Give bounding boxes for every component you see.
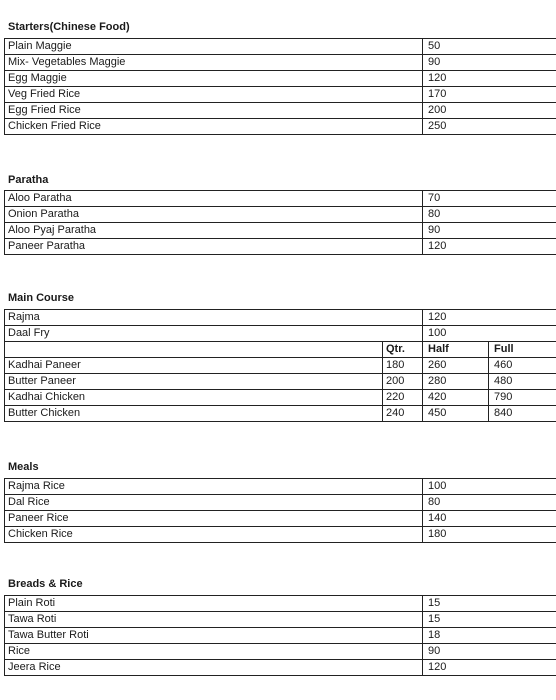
item-name: Onion Paratha [5,207,423,223]
price-qtr: 220 [383,390,423,406]
price-full: 790 [489,390,556,406]
size-header-row [5,342,556,358]
item-name: Butter Paneer [5,374,383,390]
menu-row [5,644,556,660]
price-half: 260 [423,358,489,374]
menu-row [5,479,556,495]
item-name: Aloo Pyaj Paratha [5,223,423,239]
price-full: 460 [489,358,556,374]
item-price: 18 [423,628,556,644]
menu-row [5,207,556,223]
item-name: Egg Maggie [5,71,423,87]
price-half: 450 [423,406,489,422]
price-half: 420 [423,390,489,406]
item-price: 250 [423,119,556,135]
menu-row [5,223,556,239]
price-qtr: 200 [383,374,423,390]
item-price: 200 [423,103,556,119]
header-blank [5,342,383,358]
item-name: Egg Fried Rice [5,103,423,119]
menu-row [5,358,556,374]
menu-row [5,310,556,326]
price-full: 840 [489,406,556,422]
item-price: 120 [423,71,556,87]
section-title-starters: Starters(Chinese Food) [8,21,130,33]
item-price: 90 [423,644,556,660]
item-name: Paneer Paratha [5,239,423,255]
breads-rice-table [4,595,556,676]
meals-table [4,478,556,543]
item-price: 80 [423,207,556,223]
item-price: 140 [423,511,556,527]
starters-table [4,38,556,135]
menu-row [5,87,556,103]
item-price: 100 [423,326,556,342]
menu-row [5,119,556,135]
item-name: Chicken Rice [5,527,423,543]
menu-row [5,660,556,676]
item-price: 120 [423,660,556,676]
menu-row [5,191,556,207]
item-name: Aloo Paratha [5,191,423,207]
item-price: 100 [423,479,556,495]
price-qtr: 240 [383,406,423,422]
item-name: Veg Fried Rice [5,87,423,103]
menu-row [5,374,556,390]
section-title-paratha: Paratha [8,174,49,186]
menu-row [5,326,556,342]
section-title-main-course: Main Course [8,292,75,304]
item-name: Plain Maggie [5,39,423,55]
item-price: 70 [423,191,556,207]
paratha-table [4,190,556,255]
header-half: Half [423,342,489,358]
item-name: Dal Rice [5,495,423,511]
menu-row [5,390,556,406]
menu-row [5,628,556,644]
menu-row [5,495,556,511]
item-name: Tawa Butter Roti [5,628,423,644]
menu-row [5,527,556,543]
item-name: Plain Roti [5,596,423,612]
section-title-breads-rice: Breads & Rice [8,578,83,590]
header-qtr: Qtr. [383,342,423,358]
item-price: 170 [423,87,556,103]
item-price: 80 [423,495,556,511]
main-course-table [4,309,556,422]
item-name: Kadhai Chicken [5,390,383,406]
section-title-meals: Meals [8,461,39,473]
item-name: Kadhai Paneer [5,358,383,374]
item-price: 50 [423,39,556,55]
menu-row [5,103,556,119]
price-qtr: 180 [383,358,423,374]
item-price: 15 [423,612,556,628]
menu-row [5,239,556,255]
menu-row [5,406,556,422]
item-price: 180 [423,527,556,543]
price-half: 280 [423,374,489,390]
item-name: Rajma Rice [5,479,423,495]
item-price: 120 [423,310,556,326]
item-name: Rice [5,644,423,660]
item-name: Daal Fry [5,326,423,342]
item-name: Chicken Fried Rice [5,119,423,135]
price-full: 480 [489,374,556,390]
menu-row [5,511,556,527]
menu-row [5,71,556,87]
item-name: Mix- Vegetables Maggie [5,55,423,71]
menu-row [5,596,556,612]
item-price: 90 [423,55,556,71]
item-price: 90 [423,223,556,239]
menu-row [5,55,556,71]
menu-row [5,39,556,55]
item-name: Tawa Roti [5,612,423,628]
item-name: Rajma [5,310,423,326]
item-name: Butter Chicken [5,406,383,422]
item-name: Paneer Rice [5,511,423,527]
item-price: 15 [423,596,556,612]
item-price: 120 [423,239,556,255]
item-name: Jeera Rice [5,660,423,676]
menu-row [5,612,556,628]
header-full: Full [489,342,556,358]
